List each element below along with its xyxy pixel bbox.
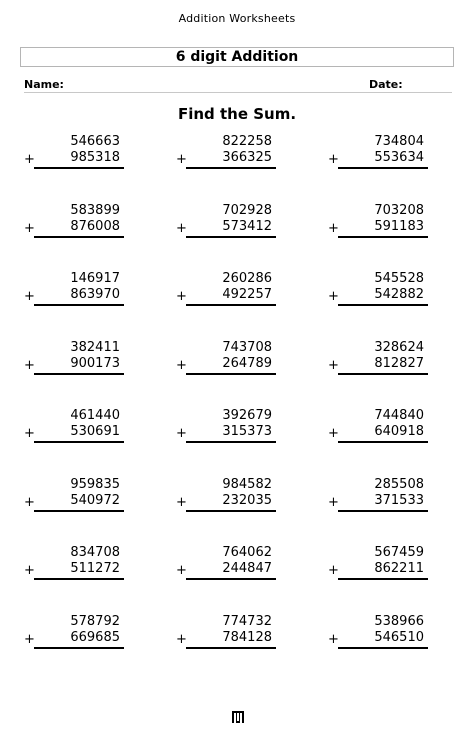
plus-sign: +	[24, 289, 35, 304]
addition-problem	[176, 341, 286, 381]
addition-problem	[176, 615, 286, 655]
addend-top: 578792	[70, 614, 120, 629]
addend-top: 984582	[222, 477, 272, 492]
plus-sign: +	[176, 152, 187, 167]
addend-bottom: 244847	[222, 561, 272, 576]
addend-top: 744840	[374, 408, 424, 423]
plus-sign: +	[176, 426, 187, 441]
plus-sign: +	[328, 358, 339, 373]
addend-bottom: 366325	[222, 150, 272, 165]
addend-top: 260286	[222, 271, 272, 286]
answer-line	[186, 578, 276, 580]
plus-sign: +	[24, 152, 35, 167]
answer-line	[186, 510, 276, 512]
worksheet-title: 6 digit Addition	[175, 49, 299, 65]
plus-sign: +	[24, 495, 35, 510]
addition-problem	[176, 272, 286, 312]
addition-problem	[328, 135, 438, 175]
addition-problem	[176, 204, 286, 244]
addend-bottom: 669685	[70, 630, 120, 645]
addend-bottom: 863970	[70, 287, 120, 302]
addition-problem	[176, 135, 286, 175]
addition-problem	[24, 615, 134, 655]
answer-line	[186, 304, 276, 306]
addition-problem	[24, 135, 134, 175]
worksheet-header-title: Addition Worksheets	[178, 12, 296, 25]
addition-problem	[328, 615, 438, 655]
addition-problem	[328, 272, 438, 312]
plus-sign: +	[176, 495, 187, 510]
plus-sign: +	[176, 358, 187, 373]
answer-line	[338, 578, 428, 580]
addition-problem	[24, 546, 134, 586]
answer-line	[34, 578, 124, 580]
addend-top: 743708	[222, 340, 272, 355]
addition-problem	[328, 341, 438, 381]
plus-sign: +	[176, 563, 187, 578]
addend-top: 703208	[374, 203, 424, 218]
plus-sign: +	[24, 426, 35, 441]
addition-problem	[24, 272, 134, 312]
addend-top: 702928	[222, 203, 272, 218]
answer-line	[186, 441, 276, 443]
addend-bottom: 640918	[374, 424, 424, 439]
addend-top: 734804	[374, 134, 424, 149]
addend-top: 959835	[70, 477, 120, 492]
answer-line	[34, 510, 124, 512]
answer-line	[34, 647, 124, 649]
addend-top: 538966	[374, 614, 424, 629]
addend-bottom: 546510	[374, 630, 424, 645]
plus-sign: +	[328, 495, 339, 510]
plus-sign: +	[176, 632, 187, 647]
addition-problem	[24, 478, 134, 518]
answer-line	[34, 167, 124, 169]
plus-sign: +	[176, 289, 187, 304]
addition-problem	[176, 478, 286, 518]
addend-bottom: 784128	[222, 630, 272, 645]
addend-top: 567459	[374, 545, 424, 560]
site-logo-icon	[232, 711, 244, 723]
addend-bottom: 900173	[70, 356, 120, 371]
instruction-heading: Find the Sum.	[177, 105, 297, 123]
plus-sign: +	[24, 563, 35, 578]
worksheet-title-box	[20, 47, 454, 67]
addition-problem	[24, 341, 134, 381]
addend-top: 774732	[222, 614, 272, 629]
answer-line	[34, 373, 124, 375]
addend-bottom: 540972	[70, 493, 120, 508]
name-date-row	[24, 78, 452, 93]
plus-sign: +	[328, 426, 339, 441]
plus-sign: +	[176, 221, 187, 236]
addend-bottom: 315373	[222, 424, 272, 439]
answer-line	[338, 167, 428, 169]
addend-bottom: 862211	[374, 561, 424, 576]
plus-sign: +	[328, 632, 339, 647]
plus-sign: +	[24, 632, 35, 647]
date-label: Date:	[369, 78, 403, 91]
addend-bottom: 511272	[70, 561, 120, 576]
addend-bottom: 542882	[374, 287, 424, 302]
addition-problem	[328, 546, 438, 586]
answer-line	[186, 236, 276, 238]
addition-problem	[176, 409, 286, 449]
addition-problem	[24, 409, 134, 449]
answer-line	[338, 373, 428, 375]
addition-problem	[176, 546, 286, 586]
plus-sign: +	[24, 358, 35, 373]
addend-bottom: 264789	[222, 356, 272, 371]
addend-top: 546663	[70, 134, 120, 149]
answer-line	[34, 304, 124, 306]
addend-bottom: 985318	[70, 150, 120, 165]
addend-top: 392679	[222, 408, 272, 423]
addend-top: 285508	[374, 477, 424, 492]
addend-bottom: 591183	[374, 219, 424, 234]
addend-bottom: 553634	[374, 150, 424, 165]
addend-bottom: 492257	[222, 287, 272, 302]
addend-top: 545528	[374, 271, 424, 286]
answer-line	[186, 167, 276, 169]
answer-line	[34, 441, 124, 443]
name-label: Name:	[24, 78, 64, 91]
addend-top: 764062	[222, 545, 272, 560]
addend-top: 822258	[222, 134, 272, 149]
plus-sign: +	[328, 221, 339, 236]
addend-top: 461440	[70, 408, 120, 423]
addend-top: 382411	[70, 340, 120, 355]
addend-bottom: 371533	[374, 493, 424, 508]
addend-bottom: 573412	[222, 219, 272, 234]
addition-problem	[328, 409, 438, 449]
answer-line	[338, 510, 428, 512]
plus-sign: +	[328, 152, 339, 167]
addend-top: 146917	[70, 271, 120, 286]
addition-problem	[328, 478, 438, 518]
answer-line	[338, 441, 428, 443]
plus-sign: +	[328, 289, 339, 304]
addend-bottom: 812827	[374, 356, 424, 371]
answer-line	[186, 647, 276, 649]
addition-problem	[24, 204, 134, 244]
answer-line	[338, 304, 428, 306]
plus-sign: +	[24, 221, 35, 236]
answer-line	[186, 373, 276, 375]
addend-bottom: 530691	[70, 424, 120, 439]
addend-bottom: 232035	[222, 493, 272, 508]
addend-top: 583899	[70, 203, 120, 218]
addend-bottom: 876008	[70, 219, 120, 234]
answer-line	[338, 647, 428, 649]
addend-top: 328624	[374, 340, 424, 355]
answer-line	[338, 236, 428, 238]
addition-problem	[328, 204, 438, 244]
plus-sign: +	[328, 563, 339, 578]
addend-top: 834708	[70, 545, 120, 560]
answer-line	[34, 236, 124, 238]
